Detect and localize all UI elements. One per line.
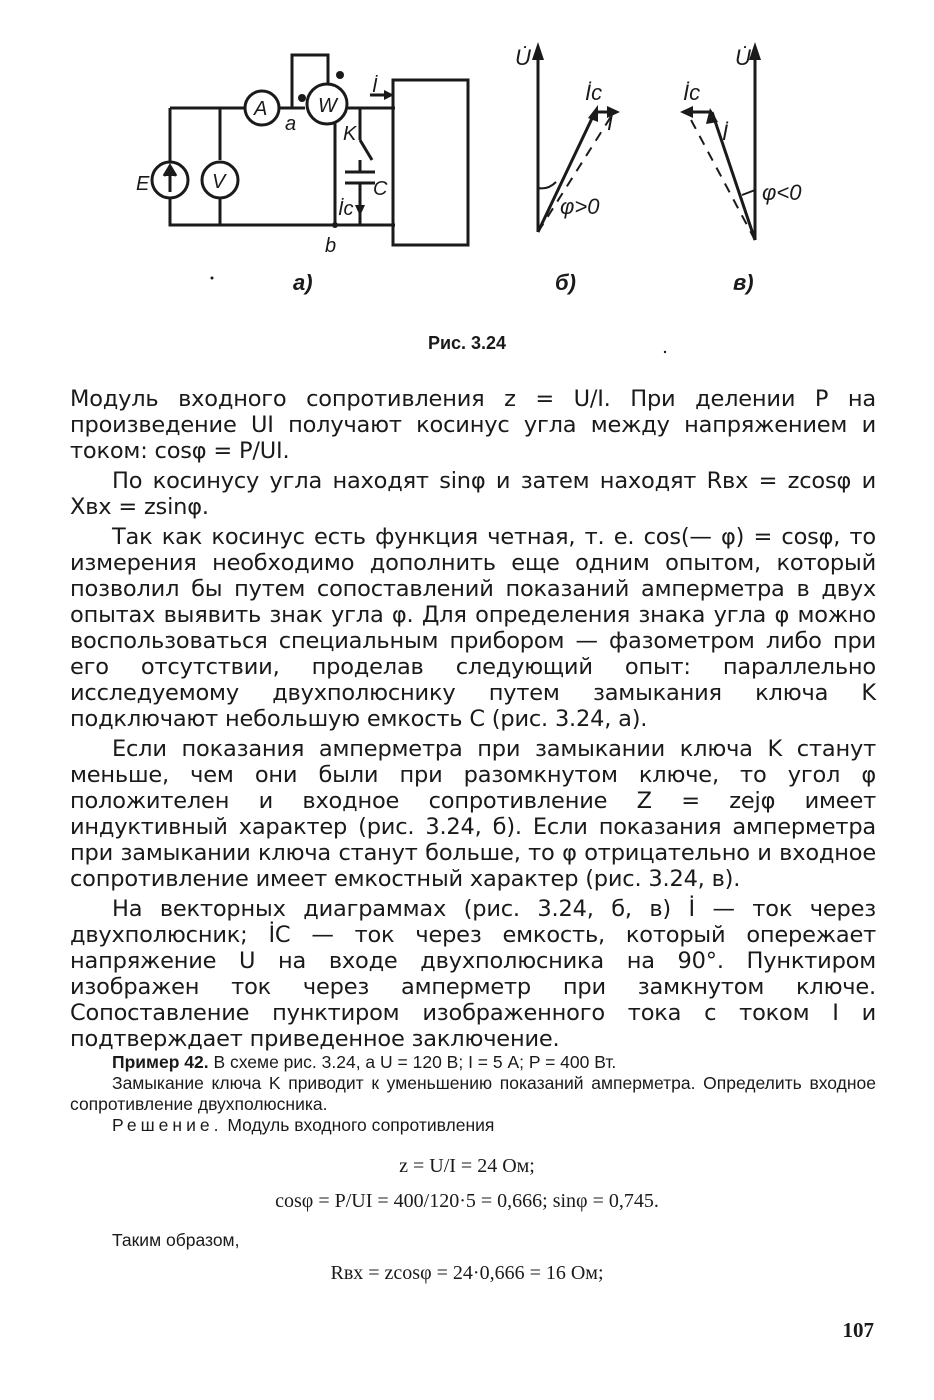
lead-text: Таким образом, <box>112 1230 240 1250</box>
ammeter-label: A <box>254 98 268 120</box>
diagram-b-voltage: U̇ <box>515 45 531 70</box>
formula-r: Rвх = zcosφ = 24·0,666 = 16 Ом; <box>330 1262 604 1284</box>
solution-word: Решение. <box>112 1115 223 1135</box>
diagram-c-cap-current: İc <box>683 80 701 105</box>
sublabel-c: в) <box>733 270 754 295</box>
example-task: Замыкание ключа K приводит к уменьшению показаний амперметра. Определить входное сопротивление двухполюсника. <box>70 1073 876 1114</box>
sublabel-b: б) <box>555 270 576 295</box>
diagram-c-angle: φ<0 <box>762 180 802 205</box>
voltmeter-label: V <box>212 171 226 193</box>
diagram-b-cap-current: İc <box>585 80 603 105</box>
sublabel-a: а) <box>293 270 313 295</box>
capacitor-label: C <box>373 178 388 200</box>
cap-current-label: İc <box>338 198 354 220</box>
paragraph-1: Модуль входного сопротивления z = U/I. При делении P на произведение UI получают косинус угла между напряжением и током: cosφ = P/UI. <box>70 386 876 464</box>
example-title: Пример 42. <box>112 1052 209 1072</box>
wattmeter-label: W <box>318 95 337 117</box>
figure-3-24 <box>0 0 934 370</box>
page-number: 107 <box>842 1318 874 1342</box>
paragraph-3: Так как косинус есть функция четная, т. е. cos(— φ) = cosφ, то измерения необходимо дополнить еще одним опытом, который позволил бы путем сопоставлений показаний амперметра в двух опытах выявить знак угла φ. Для определения знака угла φ можно воспользоваться специальным прибором — фазометром либо при его отсутствии, проделав следующий опыт: параллельно исследуемому двухполюснику путем замыкания ключа K подключают небольшую емкость C (рис. 3.24, а). <box>70 524 876 732</box>
paragraph-5: На векторных диаграммах (рис. 3.24, б, в) İ — ток через двухполюсник; İC — ток через емкость, который опережает напряжение U на входе двухполюсника на 90°. Пунктиром изображен ток через амперметр при замкнутом ключе. Сопоставление пунктиром изображенного тока с током I и подтверждает приведенное заключение. <box>70 896 876 1052</box>
two-port-box <box>393 80 468 245</box>
node-a-label: a <box>285 113 297 135</box>
formula-z: z = U/I = 24 Ом; <box>399 1155 535 1177</box>
diagram-c-current: İ <box>722 120 729 145</box>
diagram-b-current: İ <box>607 110 614 135</box>
node-b-label: b <box>325 235 337 257</box>
figure-caption: Рис. 3.24 <box>427 333 507 353</box>
solution-text: Модуль входного сопротивления <box>227 1115 495 1135</box>
paragraph-2: По косинусу угла находят sinφ и затем находят Rвх = zcosφ и Xвх = zsinφ. <box>70 468 876 520</box>
figure-drawing <box>0 0 934 370</box>
paragraph-4: Если показания амперметра при замыкании ключа K станут меньше, чем они были при разомкнутом ключе, то угол φ положителен и входное сопротивление Z = zejφ имеет индуктивный характер (рис. 3.24, б). Если показания амперметра при замыкании ключа станут больше, то φ отрицательно и входное сопротивление имеет емкостный характер (рис. 3.24, в). <box>70 736 876 892</box>
cap-current-arrowhead <box>355 205 365 216</box>
source-label: E <box>136 173 150 195</box>
key-switch <box>360 140 372 160</box>
current-label: İ <box>372 75 378 97</box>
diagram-c-voltage: U̇ <box>735 45 751 70</box>
main-text <box>70 386 876 1056</box>
example-42 <box>70 1052 876 1136</box>
formula-cos: cosφ = P/UI = 400/120·5 = 0,666; sinφ = 0,745. <box>275 1190 659 1212</box>
key-label: K <box>343 123 357 145</box>
current-vector-c <box>712 112 755 240</box>
diagram-b-angle: φ>0 <box>560 194 600 219</box>
example-condition: В схеме рис. 3.24, a U = 120 В; I = 5 А; P = 400 Вт. <box>213 1052 617 1072</box>
